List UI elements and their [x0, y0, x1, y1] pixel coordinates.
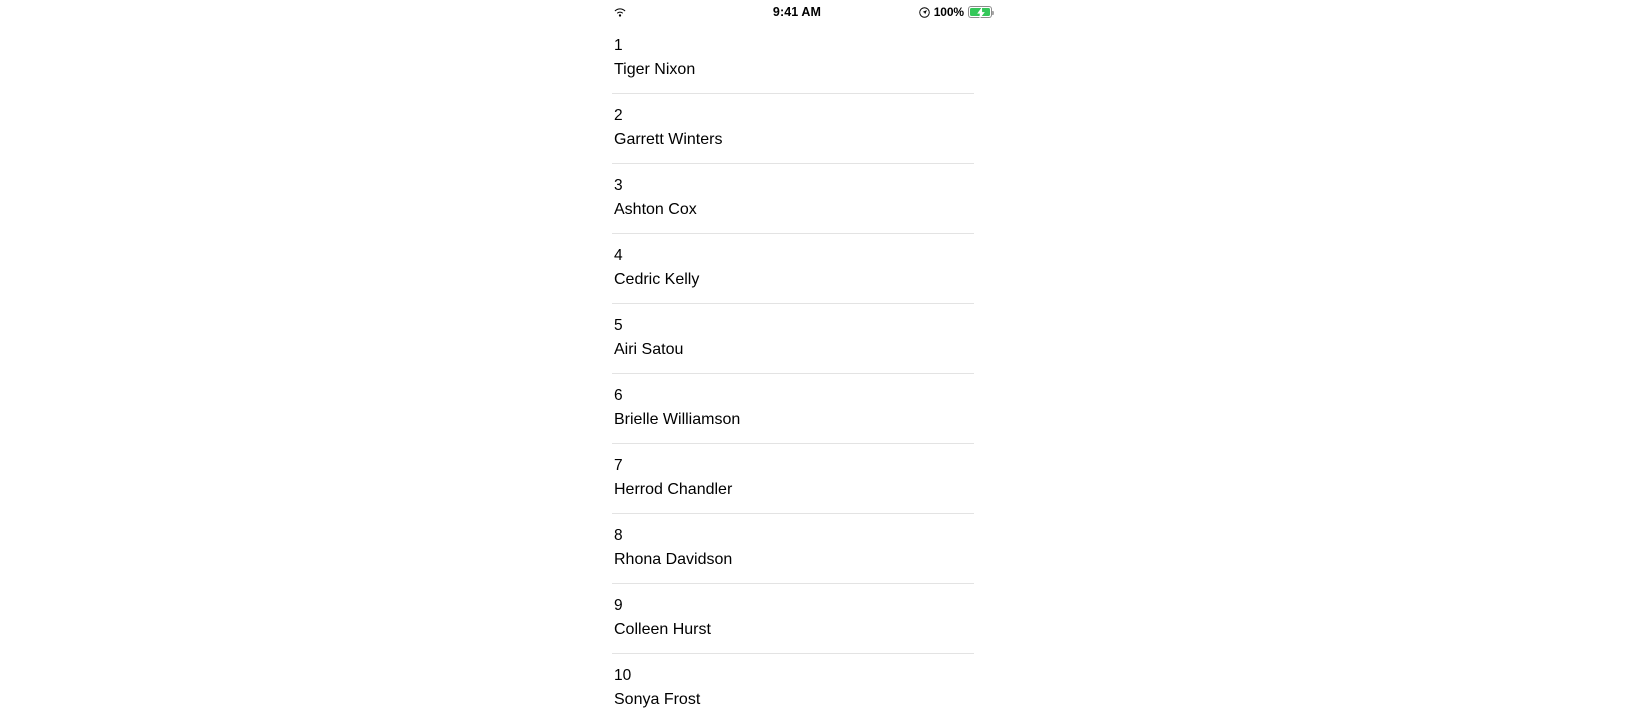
- list-item-name: Ashton Cox: [614, 201, 697, 218]
- list-item-id: 9: [614, 597, 623, 614]
- employee-list[interactable]: [612, 24, 974, 710]
- list-item-id: 6: [614, 387, 623, 404]
- list-item-name: Colleen Hurst: [614, 621, 711, 638]
- status-bar-time: 9:41 AM: [772, 5, 822, 19]
- status-bar-right: [872, 5, 992, 19]
- battery-percent-label: 100%: [933, 5, 964, 19]
- list-item-name: Garrett Winters: [614, 131, 723, 148]
- list-item-id: 2: [614, 107, 623, 124]
- list-item[interactable]: [612, 654, 974, 710]
- battery-charging-icon: [968, 6, 992, 18]
- list-item[interactable]: [612, 164, 974, 234]
- list-item-name: Brielle Williamson: [614, 411, 741, 428]
- list-item-name: Herrod Chandler: [614, 481, 733, 498]
- list-item-id: 10: [614, 667, 632, 684]
- list-item-name: Sonya Frost: [614, 691, 701, 708]
- list-item-id: 8: [614, 527, 623, 544]
- list-item-id: 4: [614, 247, 623, 264]
- list-item[interactable]: [612, 374, 974, 444]
- list-item[interactable]: [612, 444, 974, 514]
- list-item[interactable]: [612, 94, 974, 164]
- list-item-id: 7: [614, 457, 623, 474]
- list-item[interactable]: [612, 24, 974, 94]
- list-item[interactable]: [612, 514, 974, 584]
- list-item-name: Cedric Kelly: [614, 271, 700, 288]
- list-item[interactable]: [612, 234, 974, 304]
- wifi-icon: [612, 6, 628, 18]
- list-item[interactable]: [612, 304, 974, 374]
- list-item-id: 5: [614, 317, 623, 334]
- list-item-id: 3: [614, 177, 623, 194]
- status-bar-left: [612, 6, 722, 18]
- list-item-name: Rhona Davidson: [614, 551, 733, 568]
- status-bar: [612, 0, 992, 24]
- list-item-name: Airi Satou: [614, 341, 684, 358]
- list-item[interactable]: [612, 584, 974, 654]
- location-arrow-icon: [919, 7, 930, 18]
- list-item-name: Tiger Nixon: [614, 61, 696, 78]
- list-item-id: 1: [614, 37, 623, 54]
